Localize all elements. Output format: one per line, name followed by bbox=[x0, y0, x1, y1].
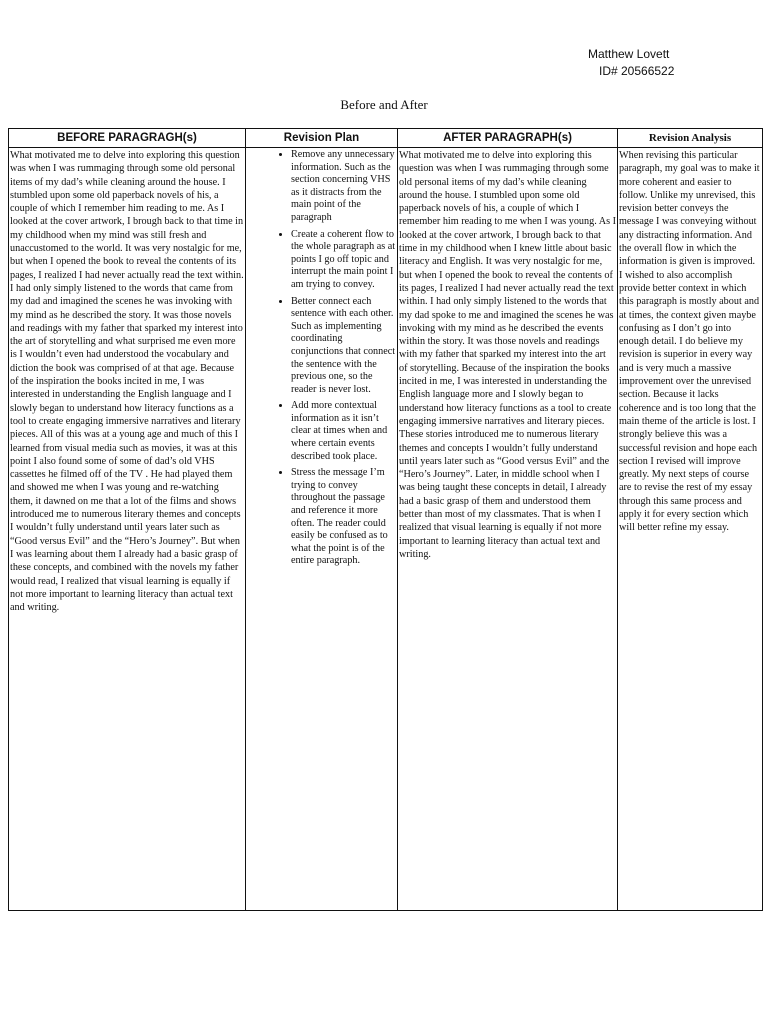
revision-plan-item: • Create a coherent flow to the whole paragraph as at points I go off topic and interrupt the main point I am trying to convey. bbox=[291, 229, 396, 292]
revision-plan-list bbox=[247, 149, 396, 568]
before-cell bbox=[9, 148, 246, 911]
revision-analysis-text: When revising this particular paragraph, my goal was to make it more coherent and easier to follow. Unlike my unrevised, this revision better conveys the message I was conveying without any distracting information. And the overall flow in which the information is given is improved. I wished to also accomplish provide better context in which this paragraph is mostly about and at times, the context given maybe confusing as I don’t go into enough detail. I do believe my revision is superior in every way and is very much a massive improvement over the unrevised section. Because it lacks coherence and is too long that the main theme of the article is lost. I strongly believe this was a successful revision and hope each section I revised will improve greatly. My next steps of course are to revise the rest of my essay through this same process and apply it for every section which will better refine my essay. bbox=[619, 150, 760, 534]
revision-table bbox=[8, 128, 763, 911]
author-block bbox=[588, 46, 674, 80]
analysis-cell bbox=[618, 148, 763, 911]
header-revision-plan: Revision Plan bbox=[246, 129, 398, 148]
author-name: Matthew Lovett bbox=[588, 47, 670, 61]
before-paragraph-text: What motivated me to delve into exploring this question was when I was rummaging through some old personal items of my dad’s while cleaning around the house. I stumbled upon some old paperback novels of his, a couple of which I remember him reading to me. As I looked at the cover artwork, I brough back to that time in my childhood when my mind was still fresh and unaccustomed to the world. It was very nostalgic for me, but when I opened the book to reveal the contents of its pages, I realized I had never actually read the text within. I had only simply listened to the words that came from my dad and imagined the scenes he was invoking with my mind as he described the story. It was those novels and readings with my father that sparked my interest into the art of storytelling and what surprised me even more is I wouldn’t even had understood the vocabulary and diction the book was comprised of at that age. Because of the inspiration the books incited in me, I was interested in understanding the English language and I slowly began to understand how literacy functions as a tool to create engaging immersive narratives and literary pieces. All of this was at a young age and much of this I learned from visual media such as movies, it was at this point I also found some of some of dad’s old VHS cassettes he filmed off of the TV . He had played them and showed me when I was young and re-watching them, it dawned on me that a lot of the films and shows introduced me to numerous literary themes and concepts I wouldn’t fully understand until years later such as “Good versus Evil” and the “Hero’s Journey”. But when I was learning about them I already had a basic grasp of these concepts, and combined with the novels my father would read, I realized that visual learning is equally if not more important to learning literacy than actual text and writing. bbox=[10, 150, 244, 614]
header-revision-analysis: Revision Analysis bbox=[618, 129, 763, 148]
revision-plan-item: • Stress the message I’m trying to convey throughout the passage and reference it more often. The reader could easily be confused as to what the point is of the entire paragraph. bbox=[291, 467, 396, 568]
revision-plan-item: • Better connect each sentence with each other. Such as implementing coordinating conjunctions that connect the sentence with the previous one, so the reader is never lost. bbox=[291, 296, 396, 397]
after-cell bbox=[398, 148, 618, 911]
document-title: Before and After bbox=[340, 97, 428, 112]
revision-plan-cell bbox=[246, 148, 398, 911]
table-content-row bbox=[9, 148, 763, 911]
header-before-paragraphs: BEFORE PARAGRAGH(s) bbox=[9, 129, 246, 148]
student-id: ID# 20566522 bbox=[599, 64, 675, 78]
after-paragraph-text: What motivated me to delve into exploring this question was when I was rummaging through some old personal items of my dad’s while cleaning around the house. I stumbled upon some old paperback novels of his, a couple of which I remember him reading to me when I was young. As I looked at the cover artwork, I brough back to that time in my childhood when I knew little about basic literacy and English. It was very nostalgic for me, but when I opened the book to reveal the contents of its pages, I realized I had never actually read the text within. I had only simply listened to the words that my dad spoke to me and imagined the scenes he was invoking with my mind as he described the events within the story. It was those novels and readings with my father that sparked my interest into the art of storytelling. Because of the inspiration the books incited in me, I was interested in understanding the English language more and I slowly began to understand how literacy functions as a tool to create engaging immersive narratives and literary pieces. These stories introduced me to numerous literary themes and concepts I wouldn’t fully understand until years later such as “Good versus Evil” and the “Hero’s Journey”. Later, in middle school when I was being taught these concepts in detail, I already had a basic grasp of them and understood them better than most of my classmates. That is when I realized that visual learning is equally if not more important to learning literacy than actual text and writing. bbox=[399, 150, 616, 560]
revision-plan-item: • Remove any unnecessary information. Such as the section concerning VHS as it distracts from the main point of the paragraph bbox=[291, 149, 396, 225]
header-after-paragraphs: AFTER PARAGRAPH(s) bbox=[398, 129, 618, 148]
table-header-row bbox=[9, 129, 763, 148]
revision-plan-item: • Add more contextual information as it isn’t clear at times when and where certain events described took place. bbox=[291, 400, 396, 463]
